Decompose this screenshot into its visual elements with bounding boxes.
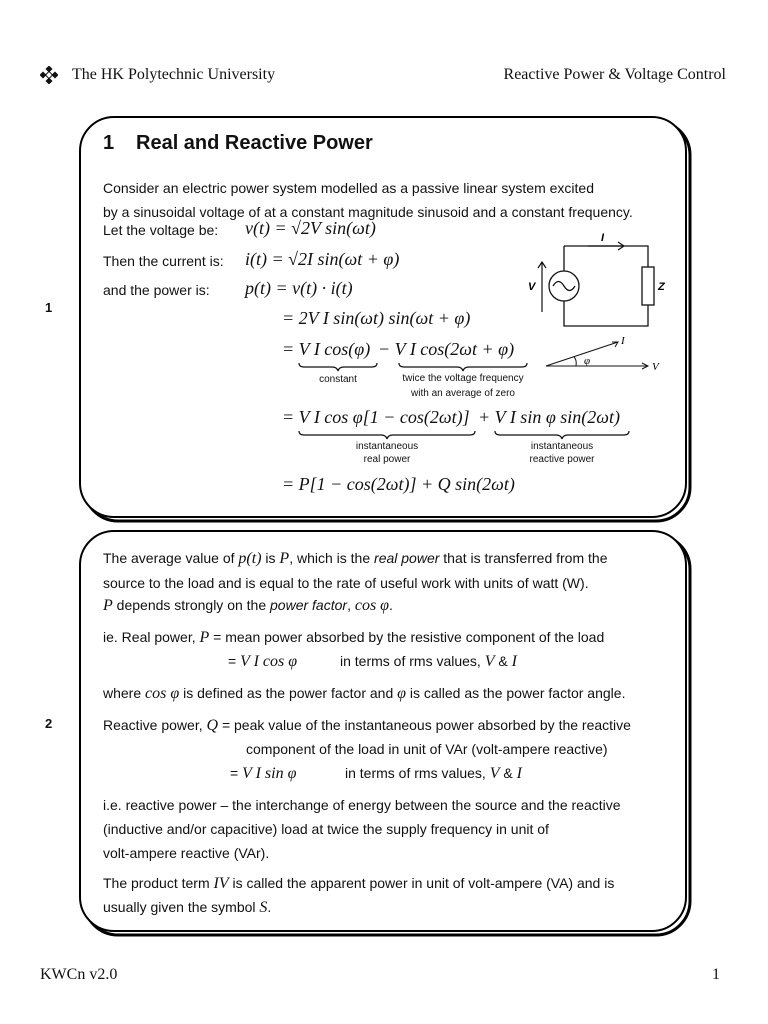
circuit-current-label: I — [601, 232, 605, 244]
note-twice-frequency-2: with an average of zero — [411, 388, 515, 399]
slide-2-para-2-rms — [340, 653, 517, 671]
power-equation-3a: = V I cos(φ) — [282, 339, 371, 359]
text: is defined as the power factor and — [179, 685, 398, 701]
current-label: Then the current is: — [103, 253, 224, 269]
slide-2-para-5-line-1: i.e. reactive power – the interchange of energy between the source and the reactive — [103, 797, 621, 813]
math-VIsin: V I sin φ — [242, 765, 297, 782]
voltage-equation: v(t) = √2V sin(ωt) — [245, 218, 376, 238]
footer-version: KWCn v2.0 — [40, 966, 118, 983]
text: in terms of rms values, — [340, 653, 485, 669]
power-equation-3b: − V I cos(2ωt + φ) — [378, 339, 515, 359]
text: & — [499, 765, 517, 781]
math-P: P — [199, 629, 210, 646]
power-equation-5: = P[1 − cos(2ωt)] + Q sin(2ωt) — [282, 474, 515, 494]
math-I: I — [511, 653, 517, 670]
text: where — [103, 685, 146, 701]
slide-2-para-6-line-2 — [103, 899, 271, 917]
math-pt: p(t) — [238, 550, 262, 567]
text: = — [228, 653, 241, 669]
power-factor-term: power factor — [270, 597, 348, 613]
brace-reactive-power — [494, 430, 630, 440]
text: = mean power absorbed by the resistive component of the load — [209, 629, 605, 645]
circuit-wire — [564, 246, 648, 326]
circuit-voltage-label: V — [528, 281, 536, 293]
slide-2-para-4-line-2: component of the load in unit of VAr (volt-ampere reactive) — [246, 741, 608, 757]
slide-1-title: Real and Reactive Power — [136, 132, 373, 154]
slide-1-intro-line1: Consider an electric power system modelled as a passive linear system excited — [103, 180, 594, 196]
math-V: V — [484, 653, 495, 670]
current-arrow-icon — [588, 242, 624, 250]
slide-2-para-2-line-1 — [103, 629, 604, 647]
note-real-power-1: instantaneous — [355, 441, 419, 452]
text: usually given the symbol — [103, 899, 260, 915]
slide-2-para-6-line-1 — [103, 875, 614, 893]
slide-1-number: 1 — [45, 300, 53, 315]
slide-1-title-number: 1 — [103, 132, 115, 154]
math-cos-phi: cos φ — [145, 685, 180, 702]
power-equation-1: p(t) = v(t) · i(t) — [245, 278, 353, 298]
text: in terms of rms values, — [345, 765, 490, 781]
note-reactive-power-2: reactive power — [529, 454, 595, 465]
power-equation-4b: + V I sin φ sin(2ωt) — [478, 407, 620, 427]
text: is called the apparent power in unit of volt-ampere (VA) and is — [228, 875, 615, 891]
current-equation: i(t) = √2I sin(ωt + φ) — [245, 249, 400, 269]
text: = — [230, 765, 243, 781]
text: is — [261, 550, 280, 566]
phasor-angle-label: φ — [584, 355, 591, 367]
note-reactive-power-1: instantaneous — [530, 441, 594, 452]
text: is called as the power factor angle. — [406, 685, 626, 701]
note-real-power-2: real power — [363, 454, 411, 465]
slide-2-para-1-line-3 — [103, 597, 393, 615]
text: & — [494, 653, 512, 669]
text: . — [267, 899, 272, 915]
text: , which is the — [289, 550, 375, 566]
circuit-impedance-label: Z — [658, 281, 665, 293]
math-phi: φ — [397, 685, 406, 702]
power-equation-2: = 2V I sin(ωt) sin(ωt + φ) — [282, 308, 471, 328]
slide-2-para-5-line-2: (inductive and/or capacitive) load at twice the supply frequency in unit of — [103, 821, 549, 837]
real-power-term: real power — [374, 550, 440, 566]
header-institution: The HK Polytechnic University — [72, 66, 276, 83]
math-P: P — [279, 550, 290, 567]
math-V: V — [489, 765, 500, 782]
header-topic: Reactive Power & Voltage Control — [503, 66, 726, 83]
math-S: S — [259, 899, 268, 916]
slide-2-para-3 — [103, 685, 625, 703]
note-twice-frequency-1: twice the voltage frequency — [402, 373, 524, 384]
text: The average value of — [103, 550, 239, 566]
slide-2-para-5-line-3: volt-ampere reactive (VAr). — [103, 845, 270, 861]
phasor-diagram — [536, 334, 666, 379]
footer-page-number: 1 — [712, 966, 720, 983]
math-P: P — [103, 597, 113, 614]
slide-2-number: 2 — [45, 716, 53, 731]
power-equation-4a: = V I cos φ[1 − cos(2ωt)] — [282, 407, 470, 427]
math-I: I — [516, 765, 522, 782]
note-constant: constant — [319, 374, 357, 385]
phasor-voltage-arrow — [546, 363, 648, 369]
slide-2-para-4-rms — [345, 765, 522, 783]
brace-constant — [298, 362, 378, 372]
slide-2-para-2-line-2 — [228, 653, 297, 671]
slide-2-para-1-line-1 — [103, 550, 607, 568]
math-Q: Q — [206, 717, 219, 734]
text: depends strongly on the — [112, 597, 271, 613]
text: The product term — [103, 875, 214, 891]
circuit-diagram — [526, 226, 666, 336]
brace-twice-frequency — [398, 362, 528, 372]
slide-2-para-1-line-2: source to the load and is equal to the rate of useful work with units of watt (W). — [103, 575, 589, 591]
math-VIcos: V I cos φ — [240, 653, 298, 670]
text: , — [347, 597, 355, 613]
phasor-voltage-label: V — [652, 361, 659, 373]
impedance-icon — [642, 267, 654, 305]
slide-2-para-4-line-3 — [230, 765, 296, 783]
text: ie. Real power, — [103, 629, 200, 645]
text: that is transferred from the — [439, 550, 608, 566]
math-IV: IV — [213, 875, 229, 892]
slide-2-para-4-line-1 — [103, 717, 631, 735]
text: = peak value of the instantaneous power absorbed by the reactive — [218, 717, 631, 733]
phasor-current-arrow — [546, 342, 618, 366]
phasor-current-label: I — [621, 335, 625, 347]
slide-1-intro-line2: by a sinusoidal voltage of at a constant magnitude sinusoid and a constant frequency. — [103, 204, 633, 220]
voltage-arrow-icon — [538, 262, 546, 312]
text: . — [389, 597, 393, 613]
text: Reactive power, — [103, 717, 207, 733]
phasor-angle-arc — [574, 357, 576, 366]
math-cos-phi: cos φ — [354, 597, 390, 614]
brace-real-power — [298, 430, 476, 440]
voltage-label: Let the voltage be: — [103, 222, 219, 238]
power-label: and the power is: — [103, 282, 210, 298]
